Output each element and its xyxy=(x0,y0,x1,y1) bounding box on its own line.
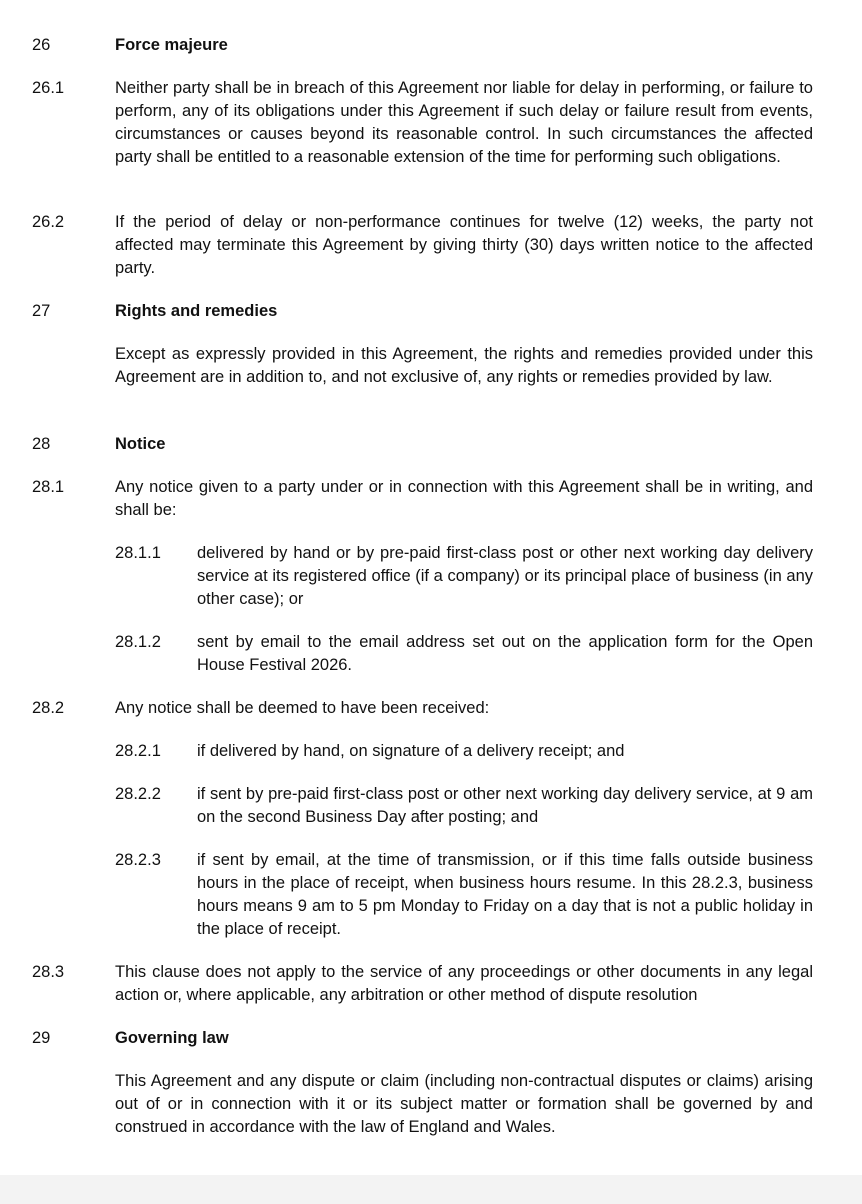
clause-text: This clause does not apply to the service of any proceedings or other documents in any legal action or, where applicable, any arbitration or other method of dispute resolution xyxy=(115,963,813,1004)
subclause-text: delivered by hand or by pre-paid first-class post or other next working day delivery service at its registered office (if a company) or its principal place of business (in any other case); or xyxy=(197,544,813,608)
subclause-text: sent by email to the email address set out on the application form for the Open House Festival 2026. xyxy=(197,633,813,674)
clause-text: If the period of delay or non-performance continues for twelve (12) weeks, the party not affected may terminate this Agreement by giving thirty (30) days written notice to the affected party. xyxy=(115,213,813,277)
subclause-text: if sent by pre-paid first-class post or other next working day delivery service, at 9 am on the second Business Day after posting; and xyxy=(197,785,813,826)
section-title: Notice xyxy=(115,435,166,453)
subclause-text: if sent by email, at the time of transmission, or if this time falls outside business hours in the place of receipt, when business hours resume. In this 28.2.3, business hours means 9 am to 5 pm Monday to Friday on a day that is not a public holiday in the place of receipt. xyxy=(197,851,813,938)
section-number: 26 xyxy=(32,36,51,54)
section-number: 28 xyxy=(32,435,51,453)
subclause-number: 28.2.1 xyxy=(115,742,161,760)
subclause-number: 28.1.1 xyxy=(115,544,161,562)
subclause-text: if delivered by hand, on signature of a delivery receipt; and xyxy=(197,742,625,760)
section-number: 29 xyxy=(32,1029,51,1047)
subclause-number: 28.2.3 xyxy=(115,851,161,869)
clause-number: 26.1 xyxy=(32,79,65,97)
section-number: 27 xyxy=(32,302,51,320)
clause-text: Neither party shall be in breach of this Agreement nor liable for delay in performing, or failure to perform, any of its obligations under this Agreement if such delay or failure result from events, circumstances or causes beyond its reasonable control. In such circumstances the affected party shall be entitled to a reasonable extension of the time for performing such obligations. xyxy=(115,79,813,166)
section-title: Governing law xyxy=(115,1029,229,1047)
clause-text: This Agreement and any dispute or claim (including non-contractual disputes or claims) arising out of or in connection with it or its subject matter or formation shall be governed by and construed in accordance with the law of England and Wales. xyxy=(115,1072,813,1136)
clause-number: 28.2 xyxy=(32,699,65,717)
subclause-number: 28.2.2 xyxy=(115,785,161,803)
clause-text: Except as expressly provided in this Agreement, the rights and remedies provided under this Agreement are in addition to, and not exclusive of, any rights or remedies provided by law. xyxy=(115,345,813,386)
page-bottom-margin xyxy=(0,1175,862,1204)
clause-text: Any notice shall be deemed to have been received: xyxy=(115,699,490,717)
clause-number: 28.1 xyxy=(32,478,65,496)
clause-text: Any notice given to a party under or in connection with this Agreement shall be in writing, and shall be: xyxy=(115,478,813,519)
clause-number: 26.2 xyxy=(32,213,65,231)
subclause-number: 28.1.2 xyxy=(115,633,161,651)
clause-number: 28.3 xyxy=(32,963,65,981)
section-title: Rights and remedies xyxy=(115,302,278,320)
section-title: Force majeure xyxy=(115,36,228,54)
